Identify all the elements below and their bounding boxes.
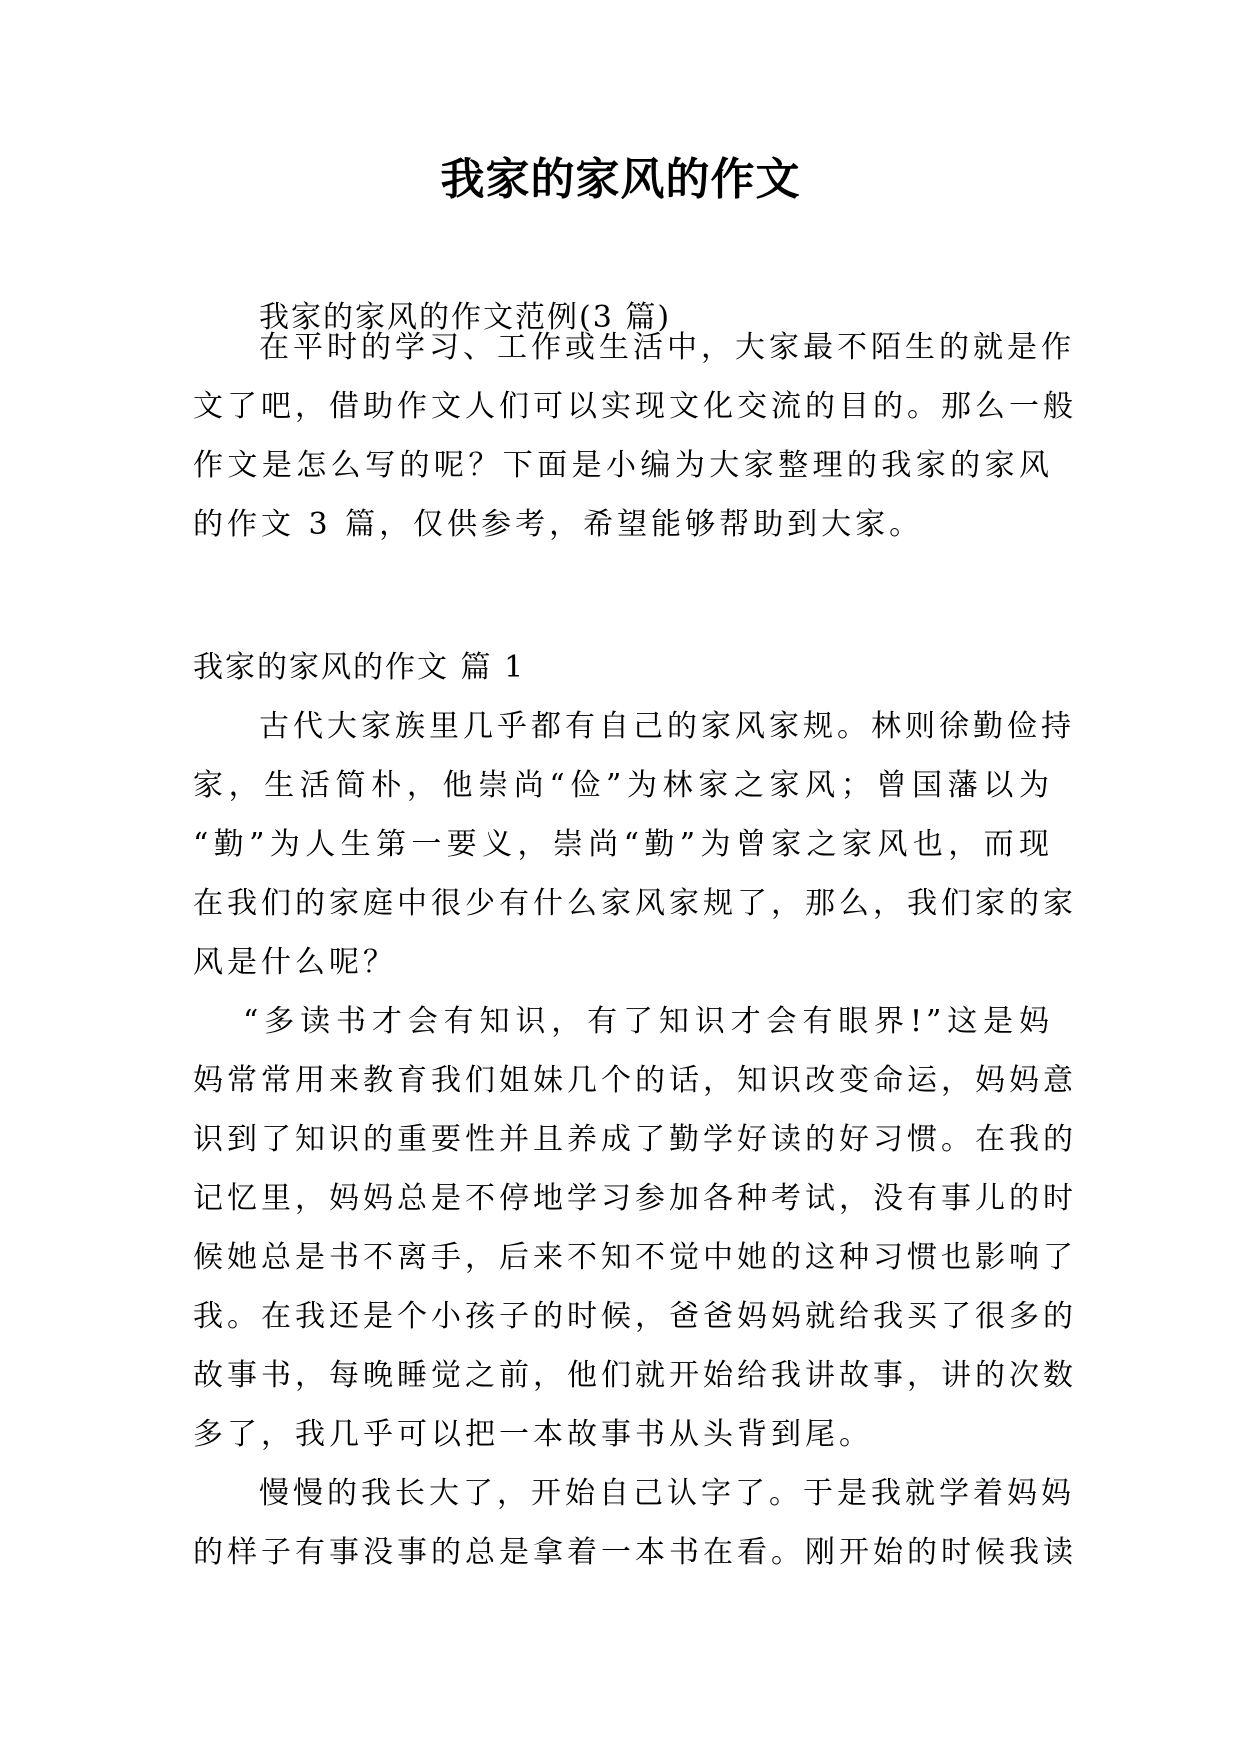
paragraph-line: 识到了知识的重要性并且养成了勤学好读的好习惯。在我的 — [193, 1122, 1077, 1157]
paragraph-line: “勤”为人生第一要义，崇尚“勤”为曾家之家风也，而现 — [193, 827, 1053, 862]
paragraph-line: 风是什么呢？ — [193, 945, 397, 980]
paragraph-line: 多了，我几乎可以把一本故事书从头背到尾。 — [193, 1417, 873, 1452]
intro-line: 的作文 3 篇，仅供参考，希望能够帮助到大家。 — [193, 507, 924, 542]
document-title: 我家的家风的作文 — [440, 154, 801, 205]
paragraph-2 — [193, 992, 1077, 1464]
paragraph-line: 慢慢的我长大了，开始自己认字了。于是我就学着妈妈 — [259, 1476, 1075, 1511]
paragraph-line: 记忆里，妈妈总是不停地学习参加各种考试，没有事儿的时 — [193, 1181, 1077, 1216]
paragraph-line: 我。在我还是个小孩子的时候，爸爸妈妈就给我买了很多的 — [193, 1299, 1077, 1334]
intro-line: 文了吧，借助作文人们可以实现文化交流的目的。那么一般 — [193, 389, 1077, 424]
paragraph-line: 的样子有事没事的总是拿着一本书在看。刚开始的时候我读 — [193, 1535, 1077, 1570]
paragraph-1 — [193, 697, 1077, 992]
paragraph-line: 故事书，每晚睡觉之前，他们就开始给我讲故事，讲的次数 — [193, 1358, 1077, 1393]
intro-paragraph — [193, 318, 1077, 554]
paragraph-3 — [193, 1464, 1077, 1582]
paragraph-line: 古代大家族里几乎都有自己的家风家规。林则徐勤俭持 — [259, 709, 1075, 744]
document-subtitle: 我家的家风的作文范例(3 篇) — [259, 300, 672, 335]
paragraph-line: 妈常常用来教育我们姐妹几个的话，知识改变命运，妈妈意 — [193, 1063, 1077, 1098]
paragraph-line: 在我们的家庭中很少有什么家风家规了，那么，我们家的家 — [193, 886, 1077, 921]
intro-line: 在平时的学习、工作或生活中，大家最不陌生的就是作 — [259, 330, 1075, 365]
paragraph-line: 家，生活简朴，他崇尚“俭”为林家之家风；曾国藩以为 — [193, 768, 1053, 803]
intro-line: 作文是怎么写的呢？下面是小编为大家整理的我家的家风 — [193, 448, 1053, 483]
paragraph-line: 候她总是书不离手，后来不知不觉中她的这种习惯也影响了 — [193, 1240, 1077, 1275]
paragraph-line: “多读书才会有知识，有了知识才会有眼界!”这是妈 — [243, 1004, 1053, 1039]
section-heading: 我家的家风的作文 篇 1 — [193, 650, 526, 685]
